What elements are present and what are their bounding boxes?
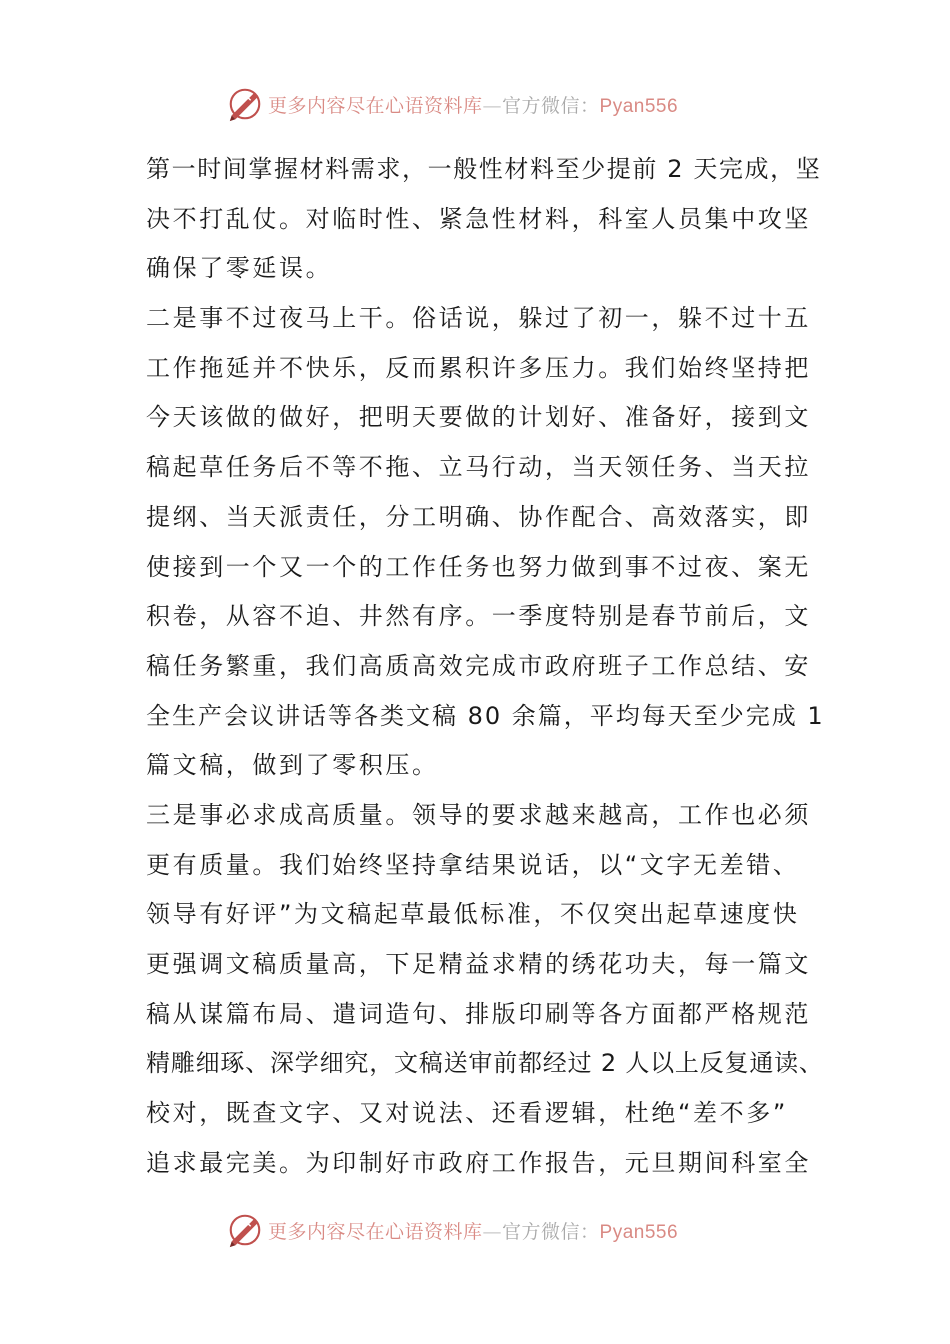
text-line: 决不打乱仗。对临时性、紧急性材料，科室人员集中攻坚 — [146, 204, 811, 233]
watermark-wechat-id: Pyan556 — [599, 1221, 679, 1243]
text-line: 稿起草任务后不等不拖、立马行动，当天领任务、当天拉 — [146, 453, 811, 482]
watermark-wechat-id: Pyan556 — [599, 95, 679, 117]
text-line: 校对，既查文字、又对说法、还看逻辑，杜绝“差不多” — [146, 1099, 788, 1128]
text-line: 确保了零延误。 — [146, 254, 333, 283]
text-line: 积卷，从容不迫、井然有序。一季度特别是春节前后，文 — [146, 602, 811, 631]
text-line: 追求最完美。为印制好市政府工作报告，元旦期间科室全 — [146, 1148, 811, 1177]
watermark-title: 更多内容尽在心语资料库 — [268, 1220, 483, 1243]
text-line: 第一时间掌握材料需求，一般性材料至少提前 2 天完成，坚 — [146, 155, 822, 183]
text-line: 精雕细琢、深学细究，文稿送审前都经过 2 人以上反复通读、 — [146, 1049, 824, 1078]
watermark-label: 官方微信： — [502, 1220, 600, 1243]
text-line: 二是事不过夜马上干。俗话说，躲过了初一，躲不过十五 — [146, 304, 811, 333]
text-line: 更强调文稿质量高，下足精益求精的绣花功夫，每一篇文 — [146, 950, 811, 978]
watermark-title: 更多内容尽在心语资料库 — [268, 94, 483, 117]
watermark-separator: — — [482, 94, 503, 117]
text-line: 全生产会议讲话等各类文稿 80 余篇，平均每天至少完成 1 — [146, 701, 825, 730]
pen-logo-icon — [226, 85, 264, 123]
text-line: 稿任务繁重，我们高质高效完成市政府班子工作总结、安 — [146, 651, 811, 680]
pen-logo-icon — [226, 1211, 264, 1249]
watermark-header — [226, 82, 726, 126]
watermark-separator: — — [482, 1220, 503, 1243]
watermark-text — [268, 91, 678, 118]
text-line: 提纲、当天派责任，分工明确、协作配合、高效落实，即 — [146, 502, 811, 531]
watermark-label: 官方微信： — [502, 94, 600, 117]
watermark-footer — [226, 1208, 726, 1252]
text-line: 篇文稿，做到了零积压。 — [146, 751, 439, 780]
text-line: 更有质量。我们始终坚持拿结果说话，以“文字无差错、 — [146, 850, 800, 879]
text-line: 工作拖延并不快乐，反而累积许多压力。我们始终坚持把 — [146, 353, 811, 382]
text-line: 使接到一个又一个的工作任务也努力做到事不过夜、案无 — [146, 552, 811, 581]
text-line: 稿从谋篇布局、遣词造句、排版印刷等各方面都严格规范 — [146, 999, 811, 1028]
text-line: 三是事必求成高质量。领导的要求越来越高，工作也必须 — [146, 800, 811, 829]
text-line: 领导有好评”为文稿起草最低标准，不仅突出起草速度快 — [146, 900, 800, 929]
watermark-text — [268, 1217, 678, 1244]
text-line: 今天该做的做好，把明天要做的计划好、准备好，接到文 — [146, 403, 811, 432]
body-text — [146, 145, 826, 1188]
